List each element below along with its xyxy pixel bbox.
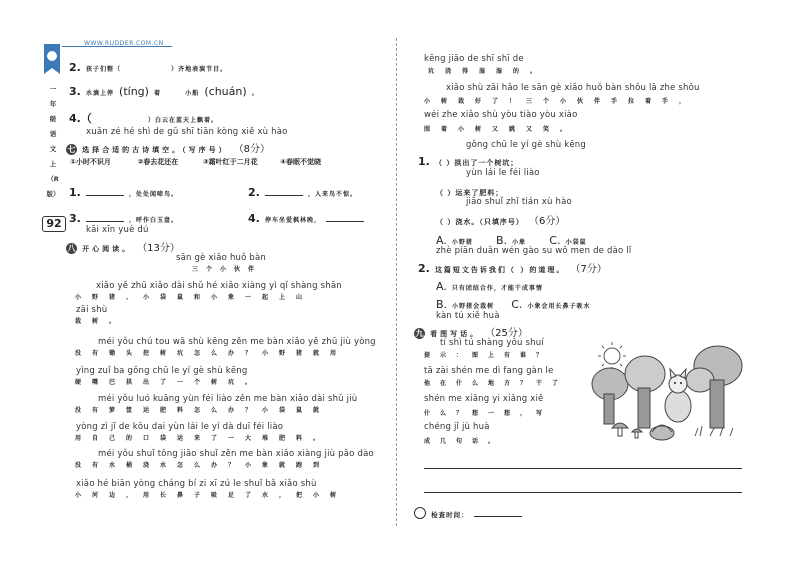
story-pinyin-line: méi yǒu luó kuāng yùn féi liào zěn me bàn xiǎo dài shǔ jiù (98, 394, 358, 404)
blank-4-line[interactable] (326, 221, 364, 222)
clock-icon (414, 507, 426, 519)
sec9-text-line: 提示：图上有谁？ (424, 352, 553, 359)
q2-opt-bc (436, 293, 591, 312)
q1-pinyin-1: gǒng chū le yí gè shù kēng (466, 140, 586, 150)
sidebar-char: 一 (49, 85, 57, 93)
story-cont-text-line: 围着小树又跳又笑。 (424, 126, 578, 133)
q2-number: 2. (69, 61, 81, 74)
sec7-blank-1 (69, 181, 178, 200)
tree-right-icon (686, 346, 742, 428)
story-cont-pinyin-line: xiǎo shù zāi hǎo le sān gè xiǎo huǒ bàn shǒu lā zhe shǒu (446, 83, 700, 93)
sec9-text-line: 成几句话。 (424, 438, 505, 445)
q2-opt-a (436, 275, 543, 294)
sidebar-char: （R (47, 175, 59, 183)
basket-icon (650, 425, 674, 440)
story-title: 三个小伙伴 (192, 266, 263, 273)
sec9-pinyin: kàn tú xiě huà (436, 311, 500, 321)
tree-middle-icon (625, 356, 665, 428)
page-divider (396, 38, 397, 526)
story-text-line: 没有箩筐运肥料怎么办？小袋鼠就 (75, 407, 331, 414)
sec8-pinyin: kāi xīn yuè dú (86, 225, 149, 235)
sidebar-char: 语 (49, 130, 57, 138)
q1-part-2[interactable]: （ ）运来了肥料； (436, 189, 504, 197)
sec9-score: （25分） (485, 328, 528, 339)
q2-opt-c-label[interactable]: C. (511, 298, 523, 311)
q2r-text[interactable]: 这篇短文告诉我们（ ）的道理。 (434, 266, 566, 274)
story-cont-text-line: 坑浇得湿湿的。 (428, 68, 548, 75)
story-cont-pinyin-line: wéi zhe xiǎo shù yòu tiào yòu xiào (424, 110, 578, 120)
q3-number: 3. (69, 85, 81, 98)
sidebar-char: 上 (49, 160, 57, 168)
story-text-line: 没有锄头挖树坑怎么办？小野猪就用 (75, 350, 348, 357)
q2-pinyin: zhè piān duǎn wén gào su wǒ men de dào lǐ (436, 246, 632, 256)
writing-line-1[interactable] (424, 468, 742, 469)
blank-4-number: 4. (248, 212, 260, 225)
sec9-number: 九 (415, 329, 424, 338)
footer-label: 检查时间： (431, 511, 469, 519)
sec7-pinyin: xuǎn zé hé shì de gǔ shī tiān kòng xiě xù hào (86, 127, 288, 137)
q3-pinyin-2: (chuán) (204, 85, 247, 98)
sec9-text-line: 什么？想一想，写 (424, 410, 553, 417)
q1-pinyin-2: yùn lái le féi liào (466, 168, 540, 178)
story-pinyin-line: méi yǒu chú tou wā shù kēng zěn me bàn xiǎo yě zhū jiù yòng (98, 337, 376, 347)
q3-text: 水滴上停 (85, 90, 114, 97)
sec8-score: （13分） (137, 243, 180, 254)
sec8-number: 八 (67, 244, 76, 253)
q4-row (69, 107, 218, 126)
q2r-number: 2. (418, 262, 430, 275)
q2r-row (418, 257, 607, 276)
story-cont-pinyin-line: kēng jiāo de shī shī de (424, 54, 524, 64)
sec7-score: （8分） (233, 144, 271, 155)
story-cont-text-line: 小树栽好了！三个小伙伴手拉着手， (424, 98, 697, 105)
writing-line-2[interactable] (424, 492, 742, 493)
story-text-line: 硬嘴巴拱出了一个树坑。 (75, 379, 263, 386)
sec7-options (70, 157, 321, 167)
q1-pinyin-3: jiāo shuǐ zhǐ tián xù hào (466, 197, 572, 207)
story-pinyin-line: méi yǒu shuǐ tǒng jiāo shuǐ zěn me bàn xiǎo xiàng jiù pǎo dào (98, 449, 374, 459)
q2-opt-b-text: 小野猪会栽树 (452, 303, 495, 310)
blank-2-text: ，人来鸟不惊。 (308, 191, 358, 198)
sec8-header (66, 236, 180, 255)
story-pinyin-line: xiǎo yě zhū xiǎo dài shǔ hé xiǎo xiàng yì qǐ shàng shān (96, 281, 342, 291)
sun-icon (598, 342, 626, 370)
q1-number: 1. (418, 155, 430, 168)
story-text-line: 小野猪、小袋鼠和小象一起上山 (75, 294, 314, 301)
sec9-pinyin-line: chéng jǐ jù huà (424, 422, 490, 432)
blank-1-text: ，处处闻啼鸟。 (129, 191, 179, 198)
q2-opt-c-text: 小象会用长鼻子吸水 (527, 303, 591, 310)
sidebar-char: 文 (49, 145, 57, 153)
q1-opt-a: 小野猪 (451, 239, 473, 246)
sec9-text-line: 他在什么地方？干了 (424, 380, 569, 387)
q4-rest: ）白云在蓝天上飘着。 (148, 117, 219, 124)
tree-left-icon (592, 368, 628, 424)
header-url: WWW.RUDDER.COM.CN (84, 40, 164, 47)
picture-illustration (590, 336, 745, 448)
q1-opt-c-label[interactable]: C. (549, 234, 561, 247)
sidebar-chars (44, 82, 62, 202)
q1-part-1[interactable]: （ ）拱出了一个树坑； (434, 159, 519, 167)
q2-opt-a-label[interactable]: A. (436, 280, 447, 293)
sec9-pinyin-line: tí shì tú shàng yǒu shuí (440, 338, 544, 348)
sec9-pinyin-line: tā zài shén me dì fang gàn le (424, 366, 554, 376)
blank-2-number: 2. (248, 186, 260, 199)
q3-end: 。 (251, 90, 259, 97)
sec7-option-2: ②春去花还在 (137, 158, 179, 166)
sec7-option-1: ①小时不识月 (70, 158, 111, 166)
sidebar-banner (42, 44, 62, 79)
sidebar-char: 年 (49, 100, 57, 108)
q2-rest: ）齐地表演节目。 (171, 66, 228, 73)
sidebar (44, 40, 62, 310)
story-text-line: 小河边，用长鼻子吸足了水，把小树 (75, 492, 348, 499)
sec7-number: 七 (67, 145, 76, 154)
story-pinyin-line: yìng zuǐ ba gǒng chū le yí gè shù kēng (76, 366, 248, 376)
q1-part-3[interactable]: （ ）浇水。（只填序号） (436, 218, 524, 226)
q2-opt-b-label[interactable]: B. (436, 298, 448, 311)
sidebar-char: 级 (49, 115, 57, 123)
story-pinyin-line: zāi shù (76, 305, 108, 315)
story-text-line: 栽树。 (75, 318, 127, 325)
q3-rest: 小船 (185, 90, 200, 97)
story-text-line: 用自己的口袋运来了一大堆肥料。 (75, 435, 331, 442)
sidebar-char: 版） (46, 190, 60, 198)
blank-2-line[interactable] (265, 195, 303, 196)
q1-row-3 (436, 209, 565, 228)
sec9-pinyin-line: shén me xiǎng yi xiǎng xiě (424, 394, 544, 404)
blank-3-text: ，呼作白玉盘。 (129, 217, 179, 224)
q1-opt-b-label[interactable]: B. (496, 234, 508, 247)
sec7-blank-3 (69, 207, 178, 226)
sec8-title: 开心阅读。 (82, 245, 133, 253)
blank-4-text: 停车坐爱枫林晚， (264, 217, 321, 224)
q2-opt-a-text: 只有团结合作，才能干成事情 (451, 285, 543, 292)
q3-row (69, 80, 259, 99)
story-title-pinyin: sān gè xiǎo huǒ bàn (176, 253, 267, 263)
q1-row-1 (418, 150, 518, 169)
story-pinyin-line: xiǎo hé biān yòng cháng bí zi xī zú le shuǐ bǎ xiǎo shù (76, 479, 317, 489)
story-text-line: 没有水桶浇水怎么办？小象就跑到 (75, 462, 331, 469)
q2-row (69, 56, 227, 75)
footer-time-blank[interactable] (474, 516, 522, 517)
q2r-score: （7分） (570, 264, 607, 275)
q4-number: 4.（ (69, 112, 92, 125)
q1-opt-c: 小袋鼠 (565, 239, 587, 246)
header-rule (62, 46, 172, 47)
q3-mid: 着 (154, 90, 162, 97)
blank-1-line[interactable] (86, 195, 124, 196)
sec7-option-4: ④春眠不觉晓 (280, 158, 322, 166)
q2-text: 孩子们整（ (85, 66, 121, 73)
sec9-title: 看图写话。 (430, 330, 481, 338)
sec7-title: 选择合适的古诗填空。（写序号） (82, 146, 229, 154)
sec7-blank-4 (248, 207, 364, 226)
q3-pinyin-1: (tíng) (119, 85, 149, 98)
story-pinyin-line: yòng zì jǐ de kǒu dai yùn lái le yí dà duī féi liào (76, 422, 284, 432)
sec7-header (66, 137, 270, 156)
blank-1-number: 1. (69, 186, 81, 199)
q1-opt-b: 小象 (512, 239, 527, 246)
sec7-blank-2 (248, 181, 357, 200)
blank-3-number: 3. (69, 212, 81, 225)
blank-3-line[interactable] (86, 221, 124, 222)
footer (414, 502, 522, 521)
q1-score: （6分） (529, 216, 566, 227)
page-number: 92 (42, 216, 66, 232)
sec7-option-3: ③霜叶红于二月花 (202, 158, 258, 166)
q1-opt-a-label[interactable]: A. (436, 234, 447, 247)
